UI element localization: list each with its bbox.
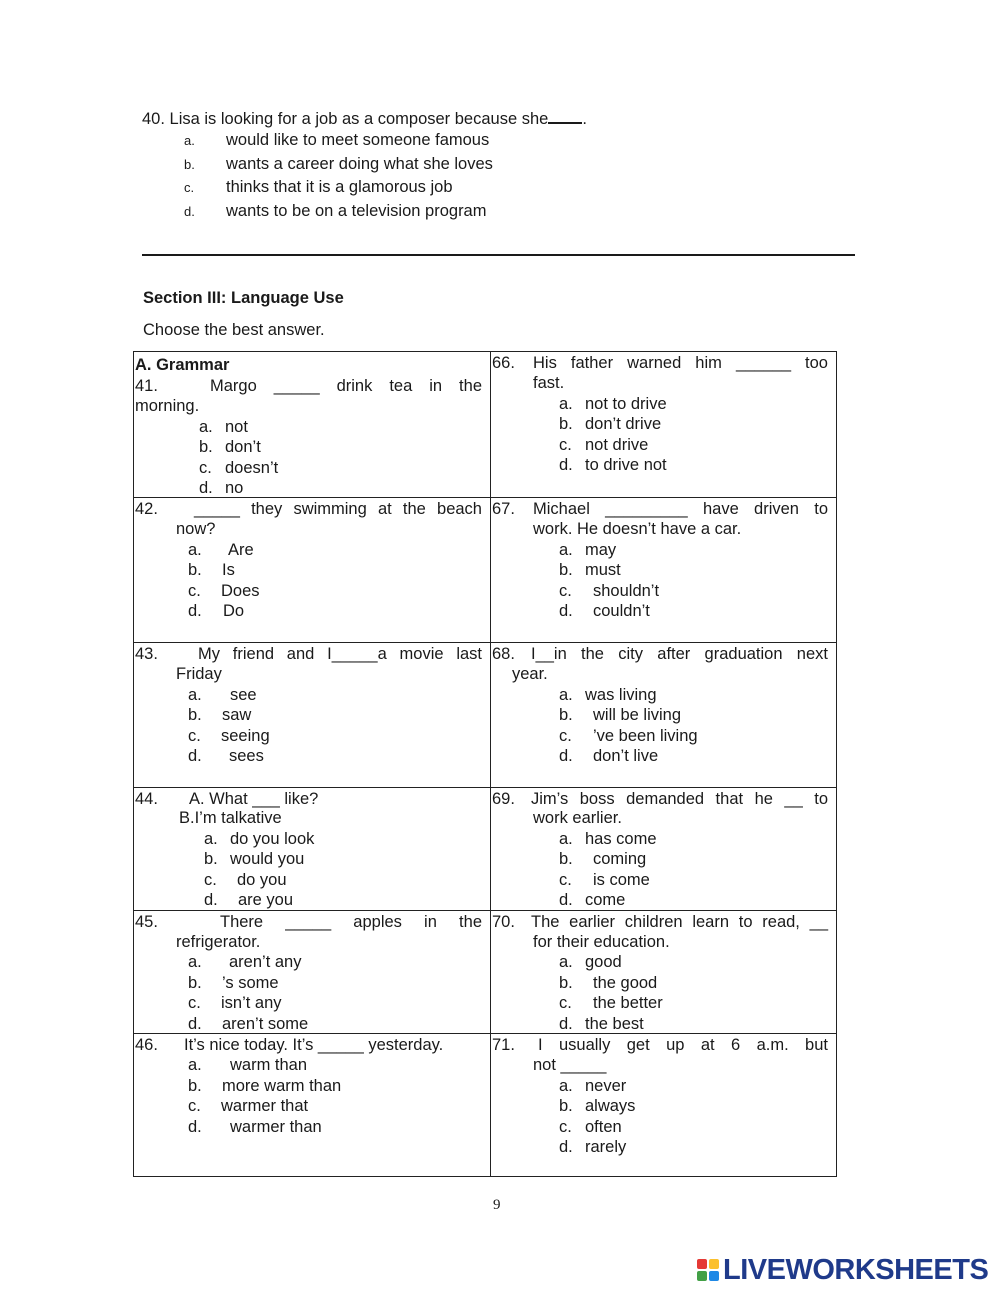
question-number: 70. xyxy=(492,913,515,931)
q40-option-a[interactable]: a. would like to meet someone famous xyxy=(184,131,490,149)
option-d[interactable]: d. rarely xyxy=(559,1138,627,1156)
option-a[interactable]: a. warm than xyxy=(188,1056,308,1074)
question-40 xyxy=(142,108,587,129)
question-stem: Jim’s boss demanded that he __ to xyxy=(531,790,828,808)
option-c[interactable]: c. doesn’t xyxy=(199,459,279,477)
option-a[interactable]: a. do you look xyxy=(204,830,315,848)
option-c[interactable]: c. shouldn’t xyxy=(559,582,660,600)
logo-text: LIVEWORKSHEETS xyxy=(723,1253,989,1286)
cell-q71 xyxy=(491,1034,837,1177)
option-b[interactable]: b. Is xyxy=(188,561,235,579)
question-stem: I__in the city after graduation next xyxy=(531,645,828,663)
option-c[interactable]: c. seeing xyxy=(188,727,270,745)
question-number: 68. xyxy=(492,645,515,663)
option-c[interactable]: c. is come xyxy=(559,871,650,889)
option-a[interactable]: a. was living xyxy=(559,686,657,704)
question-stem-cont: refrigerator. xyxy=(176,933,261,951)
option-a[interactable]: a. not xyxy=(199,418,248,436)
option-c[interactable]: c. ’ve been living xyxy=(559,727,698,745)
cell-q44 xyxy=(134,788,491,911)
option-a[interactable]: a. Are xyxy=(188,541,254,559)
option-c[interactable]: c. do you xyxy=(204,871,287,889)
question-stem-cont: fast. xyxy=(533,374,565,392)
question-stem-cont: not _____ xyxy=(533,1056,607,1074)
question-stem-cont: now? xyxy=(176,520,216,538)
cell-q70 xyxy=(491,911,837,1034)
option-a[interactable]: a. aren’t any xyxy=(188,953,302,971)
option-b[interactable]: b. will be living xyxy=(559,706,682,724)
option-d[interactable]: d. Do xyxy=(188,602,245,620)
option-a[interactable]: a. not to drive xyxy=(559,395,667,413)
cell-q69 xyxy=(491,788,837,911)
page-number: 9 xyxy=(493,1197,501,1213)
option-b[interactable]: b. saw xyxy=(188,706,252,724)
logo-mark-icon xyxy=(697,1259,719,1281)
question-stem: His father warned him ______ too xyxy=(533,354,828,372)
question-stem: Margo _____ drink tea in the xyxy=(210,377,482,395)
cell-q66 xyxy=(491,352,837,498)
option-d[interactable]: d. don’t live xyxy=(559,747,659,765)
option-d[interactable]: d. sees xyxy=(188,747,264,765)
logo-square-red xyxy=(697,1259,707,1269)
grammar-heading: A. Grammar xyxy=(135,356,230,374)
option-a[interactable]: a. good xyxy=(559,953,622,971)
option-d[interactable]: d. are you xyxy=(204,891,294,909)
option-d[interactable]: d. come xyxy=(559,891,626,909)
question-number: 43. xyxy=(135,645,158,663)
option-c[interactable]: c. not drive xyxy=(559,436,649,454)
cell-q45 xyxy=(134,911,491,1034)
question-stem-cont: for their education. xyxy=(533,933,670,951)
question-stem-cont: B.I’m talkative xyxy=(179,809,282,827)
question-stem: The earlier children learn to read, __ xyxy=(531,913,828,931)
liveworksheets-logo xyxy=(697,1254,988,1286)
question-stem-cont: Friday xyxy=(176,665,222,683)
section-title: Section III: Language Use xyxy=(143,289,344,307)
cell-q42 xyxy=(134,498,491,643)
q40-option-b[interactable]: b. wants a career doing what she loves xyxy=(184,155,493,173)
option-a[interactable]: a. has come xyxy=(559,830,657,848)
question-number: 71. xyxy=(492,1036,515,1054)
question-stem: There _____ apples in the xyxy=(220,913,482,931)
question-stem-cont: work earlier. xyxy=(533,809,622,827)
question-number: 45. xyxy=(135,913,158,931)
cell-q67 xyxy=(491,498,837,643)
option-d[interactable]: d. warmer than xyxy=(188,1118,322,1136)
option-a[interactable]: a. see xyxy=(188,686,257,704)
option-b[interactable]: b. must xyxy=(559,561,621,579)
question-stem: Michael _________ have driven to xyxy=(533,500,828,518)
option-b[interactable]: b. the good xyxy=(559,974,658,992)
section-divider xyxy=(142,254,855,256)
option-a[interactable]: a. may xyxy=(559,541,617,559)
option-b[interactable]: b. more warm than xyxy=(188,1077,342,1095)
option-c[interactable]: c. the better xyxy=(559,994,663,1012)
logo-square-blue xyxy=(709,1271,719,1281)
option-d[interactable]: d. couldn’t xyxy=(559,602,650,620)
q40-option-c[interactable]: c. thinks that it is a glamorous job xyxy=(184,178,453,196)
question-stem: I usually get up at 6 a.m. but xyxy=(538,1036,828,1054)
question-number: 44. xyxy=(135,790,158,808)
question-table xyxy=(133,351,837,1177)
q40-option-d[interactable]: d. wants to be on a television program xyxy=(184,202,487,220)
question-stem-cont: morning. xyxy=(135,397,200,415)
question-stem: _____ they swimming at the beach xyxy=(194,500,482,518)
option-b[interactable]: b. don’t drive xyxy=(559,415,662,433)
question-number: 46. xyxy=(135,1036,158,1054)
question-stem: My friend and I_____a movie last xyxy=(198,645,482,663)
question-stem: It’s nice today. It’s _____ yesterday. xyxy=(184,1036,444,1054)
cell-q43 xyxy=(134,643,491,788)
answer-blank xyxy=(548,108,582,124)
question-number: 41. xyxy=(135,377,158,395)
option-b[interactable]: b. don’t xyxy=(199,438,261,456)
logo-square-yellow xyxy=(709,1259,719,1269)
option-b[interactable]: b. ’s some xyxy=(188,974,279,992)
option-c[interactable]: c. often xyxy=(559,1118,622,1136)
logo-square-green xyxy=(697,1271,707,1281)
option-a[interactable]: a. never xyxy=(559,1077,627,1095)
question-stem-cont: year. xyxy=(512,665,548,683)
question-number: 42. xyxy=(135,500,158,518)
option-d[interactable]: d. the best xyxy=(559,1015,644,1033)
option-c[interactable]: c. warmer that xyxy=(188,1097,309,1115)
option-b[interactable]: b. would you xyxy=(204,850,305,868)
option-d[interactable]: d. no xyxy=(199,479,244,497)
cell-q46 xyxy=(134,1034,491,1177)
question-stem-cont: work. He doesn’t have a car. xyxy=(533,520,742,538)
option-d[interactable]: d. to drive not xyxy=(559,456,667,474)
question-number: 69. xyxy=(492,790,515,808)
question-40-stem: 40. Lisa is looking for a job as a composer because she . xyxy=(142,110,587,128)
option-d[interactable]: d. aren’t some xyxy=(188,1015,309,1033)
option-c[interactable]: c. Does xyxy=(188,582,260,600)
question-number: 67. xyxy=(492,500,515,518)
cell-q41 xyxy=(134,352,491,498)
cell-q68 xyxy=(491,643,837,788)
option-b[interactable]: b. coming xyxy=(559,850,647,868)
option-b[interactable]: b. always xyxy=(559,1097,636,1115)
question-number: 66. xyxy=(492,354,515,372)
section-instruction: Choose the best answer. xyxy=(143,321,325,339)
option-c[interactable]: c. isn’t any xyxy=(188,994,282,1012)
question-stem: A. What ___ like? xyxy=(189,790,319,808)
